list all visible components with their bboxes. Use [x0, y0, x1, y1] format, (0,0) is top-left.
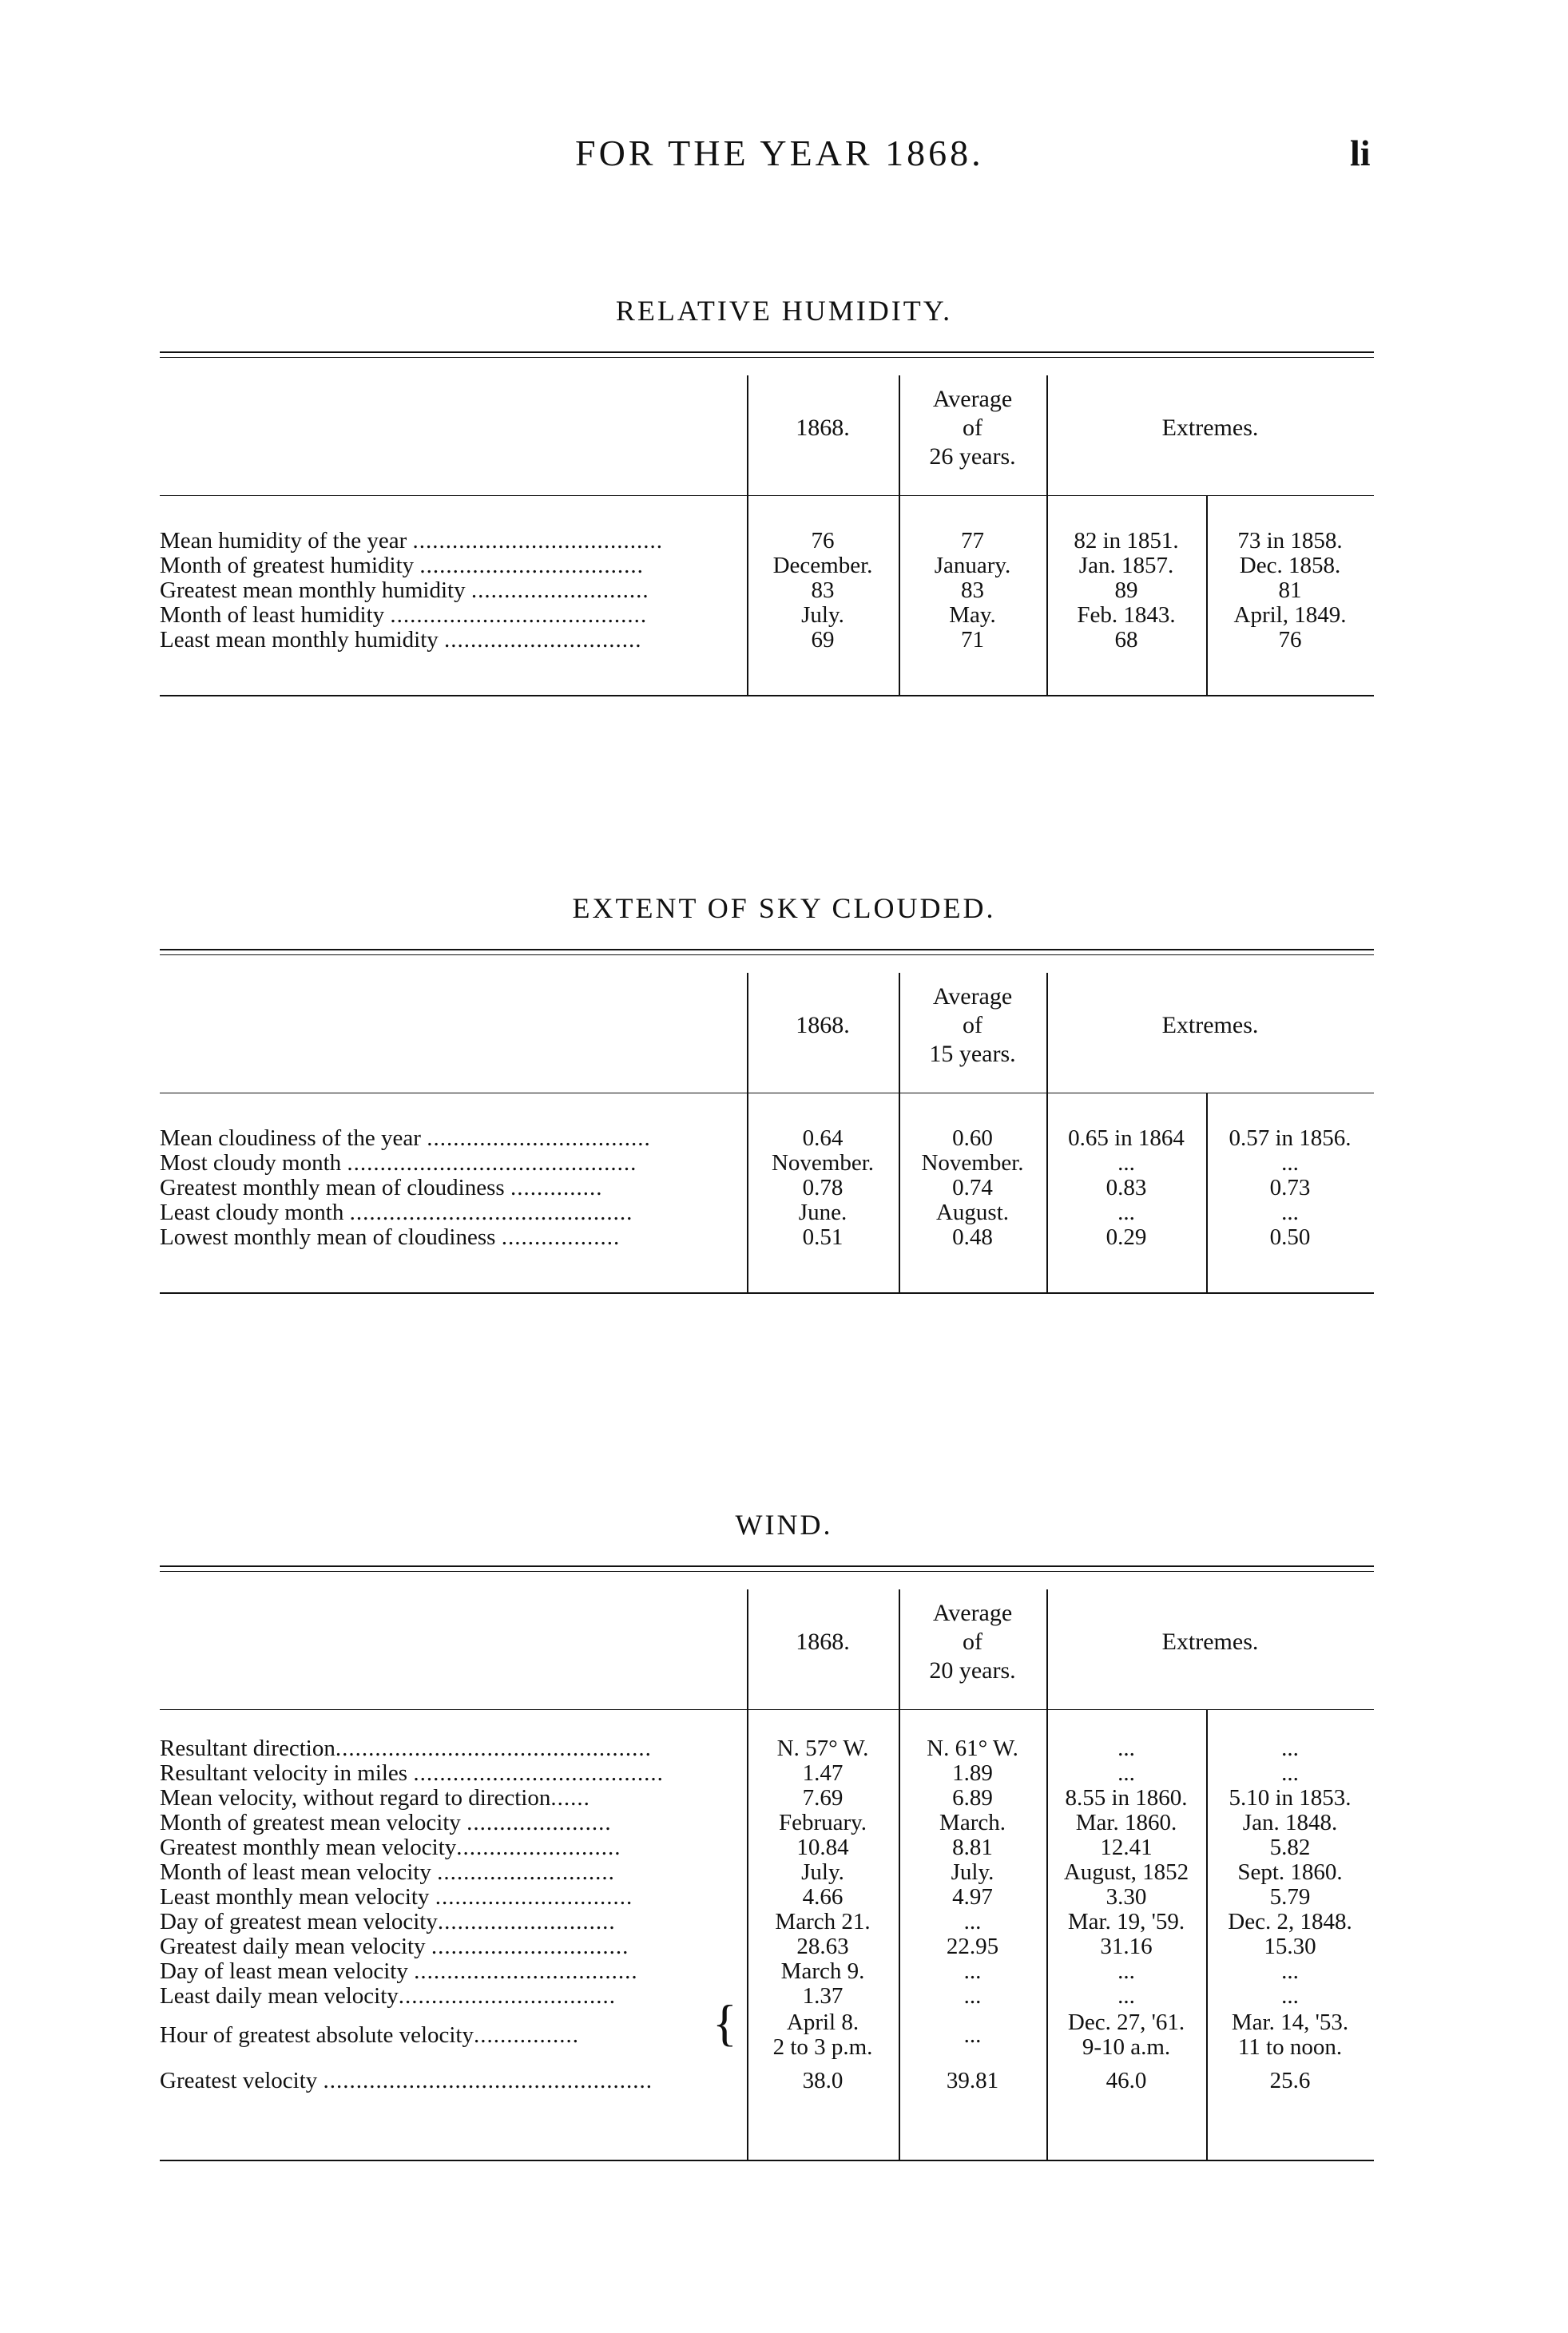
clouded-table: [160, 949, 1374, 1300]
table-row: [160, 1225, 1374, 1250]
table-row: [160, 1736, 1374, 1761]
row-label: Day of greatest mean velocity...........................: [160, 1910, 616, 1934]
cell-extreme-low: April, 1849.: [1233, 602, 1347, 628]
header-rule: [160, 1709, 1374, 1710]
cell-average: 1.89: [952, 1760, 993, 1786]
table-row: [160, 553, 1374, 578]
header-average-line: 26 years.: [929, 443, 1016, 470]
header-year: 1868.: [796, 1629, 850, 1655]
cell-extreme-high: 0.29: [1106, 1224, 1147, 1250]
cell-extreme-high: 68: [1114, 627, 1138, 653]
header-year: 1868.: [796, 415, 850, 441]
table-row: [160, 603, 1374, 628]
row-label: Greatest velocity ..................................................: [160, 2069, 653, 2093]
header-extremes: Extremes.: [1161, 1012, 1259, 1038]
table-row: [160, 1126, 1374, 1151]
wind-table: [160, 1565, 1374, 2172]
cell-extreme-low: ...: [1281, 1150, 1299, 1176]
cell-extreme-high: Dec. 27, '61.: [1067, 2010, 1185, 2035]
cell-1868: 1.47: [802, 1760, 844, 1786]
cell-extreme-high: August, 1852: [1063, 1859, 1189, 1885]
row-label: Resultant velocity in miles ......................................: [160, 1761, 664, 1786]
cell-1868: February.: [778, 1810, 867, 1835]
table-row: [160, 1761, 1374, 1786]
row-label: Mean cloudiness of the year ..................................: [160, 1126, 651, 1151]
humidity-title: RELATIVE HUMIDITY.: [615, 295, 953, 327]
row-label: Month of least humidity .......................................: [160, 603, 648, 628]
table-row: [160, 1984, 1374, 2009]
header-average-line: 20 years.: [929, 1657, 1016, 1684]
cell-extreme-high: 12.41: [1100, 1835, 1153, 1860]
table-top-rule-double: [160, 357, 1374, 358]
row-label: Greatest monthly mean velocity.........................: [160, 1835, 621, 1860]
cell-1868: 76: [811, 528, 835, 553]
table-top-rule-double: [160, 1571, 1374, 1572]
cell-1868: 10.84: [796, 1835, 849, 1860]
clouded-title: EXTENT OF SKY CLOUDED.: [572, 892, 996, 924]
cell-average: November.: [921, 1150, 1024, 1176]
cell-extreme-high: ...: [1117, 1958, 1135, 1984]
cell-extreme-high: 0.65 in 1864: [1068, 1125, 1185, 1151]
cell-extreme-high: 8.55 in 1860.: [1065, 1785, 1188, 1811]
header-extremes: Extremes.: [1161, 415, 1259, 441]
cell-average: January.: [934, 553, 1011, 578]
cell-extreme-low: 81: [1278, 577, 1302, 603]
cell-average: August.: [935, 1200, 1010, 1225]
table-row: [160, 1885, 1374, 1910]
cell-extreme-high: 3.30: [1106, 1884, 1147, 1910]
cell-1868: December.: [772, 553, 873, 578]
cell-average: 0.48: [952, 1224, 993, 1250]
row-label: Greatest monthly mean of cloudiness ..............: [160, 1176, 603, 1200]
header-average-line: of: [963, 1629, 982, 1655]
table-bottom-rule: [160, 2160, 1374, 2161]
cell-extreme-high: Mar. 1860.: [1075, 1810, 1177, 1835]
cell-average: 71: [961, 627, 984, 653]
running-head-title: FOR THE YEAR 1868.: [575, 133, 984, 173]
row-label: Month of least mean velocity ...........................: [160, 1860, 615, 1885]
row-label: Month of greatest humidity ..................................: [160, 553, 644, 578]
cell-extreme-low: 15.30: [1264, 1934, 1316, 1959]
cell-1868: N. 57° W.: [776, 1736, 869, 1761]
table-row: [160, 529, 1374, 553]
row-label: Resultant direction................................................: [160, 1736, 652, 1761]
cell-average: ...: [963, 2022, 982, 2048]
row-label: Least cloudy month ...........................................: [160, 1200, 633, 1225]
table-row: [160, 2069, 1374, 2093]
header-rule: [160, 495, 1374, 496]
cell-extreme-low: Sept. 1860.: [1237, 1859, 1343, 1885]
row-label: Greatest mean monthly humidity ...........................: [160, 578, 649, 603]
header-average: [899, 1599, 1046, 1685]
row-label: Lowest monthly mean of cloudiness ..................: [160, 1225, 621, 1250]
row-label: Hour of greatest absolute velocity................: [160, 2023, 579, 2048]
cell-average: 0.74: [952, 1175, 993, 1200]
cell-1868: 1.37: [802, 1983, 844, 2009]
cell-average: 6.89: [952, 1785, 993, 1811]
cell-extreme-high: 9-10 a.m.: [1082, 2034, 1171, 2060]
cell-average: May.: [949, 602, 996, 628]
row-label: Least daily mean velocity.................................: [160, 1984, 617, 2009]
cell-average: 39.81: [946, 2068, 999, 2093]
cell-average: N. 61° W.: [927, 1736, 1018, 1761]
table-row: [160, 1959, 1374, 1984]
table-row: [160, 1151, 1374, 1176]
cell-extreme-low: Dec. 1858.: [1239, 553, 1341, 578]
cell-extreme-high: ...: [1117, 1736, 1135, 1761]
cell-extreme-high: 82 in 1851.: [1074, 528, 1179, 553]
cell-1868: 69: [811, 627, 835, 653]
cell-extreme-low: ...: [1281, 1983, 1299, 2009]
cell-extreme-low: Dec. 2, 1848.: [1228, 1909, 1352, 1934]
cell-1868: April 8.: [786, 2010, 859, 2035]
row-label: Month of greatest mean velocity ......................: [160, 1811, 612, 1835]
cell-extreme-high: Mar. 19, '59.: [1067, 1909, 1185, 1934]
table-top-rule: [160, 949, 1374, 950]
cell-1868: 4.66: [802, 1884, 844, 1910]
cell-1868: 0.64: [802, 1125, 844, 1151]
table-row: [160, 628, 1374, 653]
cell-average: March.: [939, 1810, 1006, 1835]
cell-extreme-low: 76: [1278, 627, 1302, 653]
table-top-rule: [160, 1565, 1374, 1567]
cell-extreme-high: 46.0: [1106, 2068, 1147, 2093]
humidity-table: [160, 351, 1374, 703]
cell-extreme-high: 0.83: [1106, 1175, 1147, 1200]
cell-average: 4.97: [952, 1884, 993, 1910]
row-label: Mean velocity, without regard to direction......: [160, 1786, 590, 1811]
cell-1868: March 9.: [780, 1958, 865, 1984]
cell-1868: 7.69: [802, 1785, 844, 1811]
table-row: [160, 1786, 1374, 1811]
cell-extreme-high: Jan. 1857.: [1078, 553, 1174, 578]
cell-extreme-low: ...: [1281, 1736, 1299, 1761]
row-label: Most cloudy month ............................................: [160, 1151, 637, 1176]
cell-1868: 38.0: [802, 2068, 844, 2093]
page-number: li: [1350, 133, 1371, 173]
table-row: [160, 1910, 1374, 1934]
cell-extreme-low: ...: [1281, 1760, 1299, 1786]
cell-extreme-low: 5.82: [1269, 1835, 1311, 1860]
cell-1868: July.: [801, 1859, 844, 1885]
table-top-rule: [160, 351, 1374, 353]
cell-1868: June.: [798, 1200, 848, 1225]
cell-average: July.: [951, 1859, 994, 1885]
table-row: [160, 1176, 1374, 1200]
cell-extreme-high: ...: [1117, 1983, 1135, 2009]
cell-extreme-low: ...: [1281, 1958, 1299, 1984]
cell-average: ...: [963, 1909, 982, 1934]
table-bottom-rule: [160, 695, 1374, 696]
table-row: [160, 1934, 1374, 1959]
cell-average: 83: [961, 577, 984, 603]
table-bottom-rule: [160, 1292, 1374, 1294]
cell-extreme-low: 5.79: [1269, 1884, 1311, 1910]
running-head: [0, 132, 1568, 180]
cell-average: 0.60: [952, 1125, 993, 1151]
header-average-line: of: [963, 1012, 982, 1038]
table-row: [160, 1860, 1374, 1885]
cell-extreme-low: 5.10 in 1853.: [1229, 1785, 1352, 1811]
row-label: Least mean monthly humidity ..............................: [160, 628, 642, 653]
header-average: [899, 982, 1046, 1069]
table-row: [160, 1835, 1374, 1860]
header-extremes: Extremes.: [1161, 1629, 1259, 1655]
brace-glyph: {: [713, 1994, 737, 2051]
row-label: Least monthly mean velocity ..............................: [160, 1885, 633, 1910]
cell-average: 77: [961, 528, 984, 553]
table-row: [160, 578, 1374, 603]
cell-average: ...: [963, 1958, 982, 1984]
cell-average: ...: [963, 1983, 982, 2009]
cell-average: 8.81: [952, 1835, 993, 1860]
cell-extreme-high: Feb. 1843.: [1077, 602, 1176, 628]
row-label: Day of least mean velocity ..................................: [160, 1959, 638, 1984]
cell-1868: November.: [771, 1150, 875, 1176]
cell-extreme-low: 25.6: [1269, 2068, 1311, 2093]
cell-1868: 0.78: [802, 1175, 844, 1200]
row-label: Mean humidity of the year ......................................: [160, 529, 663, 553]
cell-average: 22.95: [946, 1934, 999, 1959]
cell-1868: 83: [811, 577, 835, 603]
cell-extreme-low: 73 in 1858.: [1237, 528, 1343, 553]
header-year: 1868.: [796, 1012, 850, 1038]
cell-1868: 28.63: [796, 1934, 849, 1959]
cell-extreme-low: 0.50: [1269, 1224, 1311, 1250]
table-row: [160, 1811, 1374, 1835]
table-top-rule-double: [160, 954, 1374, 955]
cell-extreme-low: 11 to noon.: [1237, 2034, 1343, 2060]
header-average: [899, 385, 1046, 471]
row-label: Greatest daily mean velocity ..............................: [160, 1934, 629, 1959]
header-average-line: of: [963, 415, 982, 441]
table-row: [160, 1200, 1374, 1225]
cell-extreme-high: ...: [1117, 1150, 1135, 1176]
cell-extreme-high: 89: [1114, 577, 1138, 603]
wind-title: WIND.: [735, 1509, 833, 1541]
cell-1868: March 21.: [775, 1909, 871, 1934]
header-average-line: Average: [932, 983, 1013, 1010]
cell-extreme-high: ...: [1117, 1200, 1135, 1225]
cell-1868: 2 to 3 p.m.: [772, 2034, 873, 2060]
cell-1868: 0.51: [802, 1224, 844, 1250]
header-average-line: 15 years.: [929, 1041, 1016, 1067]
cell-extreme-high: ...: [1117, 1760, 1135, 1786]
cell-extreme-low: Mar. 14, '53.: [1231, 2010, 1349, 2035]
header-average-line: Average: [932, 1600, 1013, 1626]
cell-extreme-low: 0.73: [1269, 1175, 1311, 1200]
cell-extreme-low: Jan. 1848.: [1242, 1810, 1338, 1835]
header-average-line: Average: [932, 386, 1013, 412]
cell-extreme-low: ...: [1281, 1200, 1299, 1225]
cell-extreme-low: 0.57 in 1856.: [1229, 1125, 1352, 1151]
cell-extreme-high: 31.16: [1100, 1934, 1153, 1959]
cell-1868: July.: [801, 602, 844, 628]
